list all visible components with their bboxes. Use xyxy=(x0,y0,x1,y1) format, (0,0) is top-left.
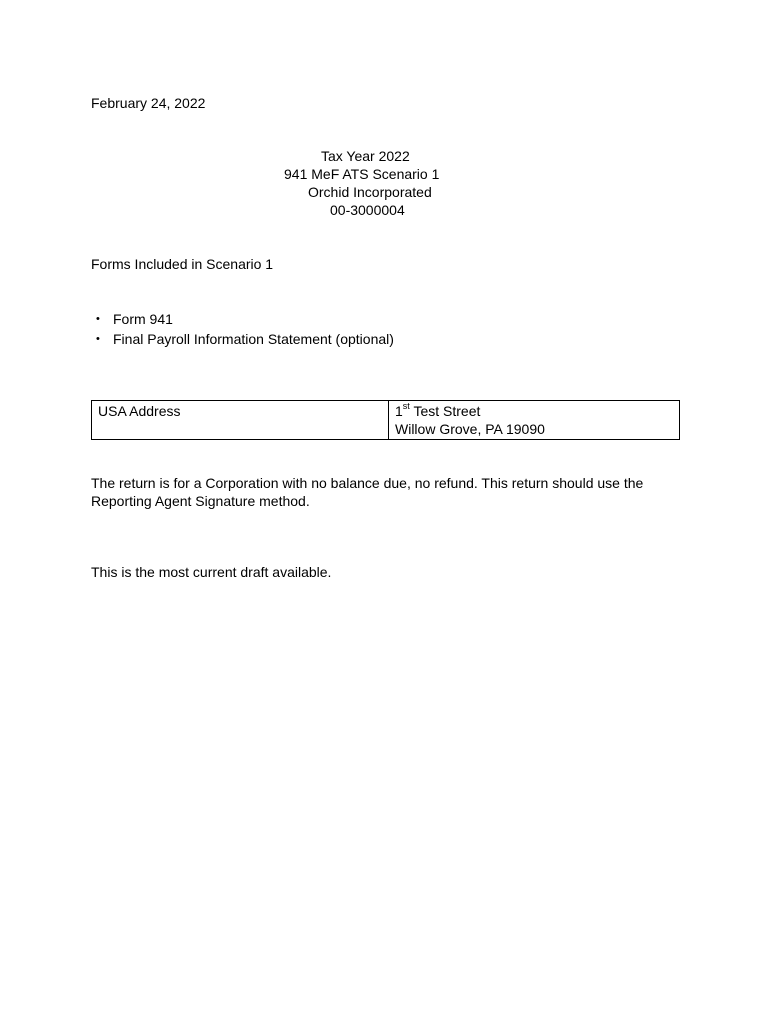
city-line: Willow Grove, PA 19090 xyxy=(395,421,545,437)
tax-year: Tax Year 2022 xyxy=(321,148,410,164)
table-row xyxy=(92,401,680,440)
forms-list xyxy=(91,309,394,349)
scenario-title: 941 MeF ATS Scenario 1 xyxy=(284,166,440,182)
draft-note: This is the most current draft available. xyxy=(91,564,332,580)
form-name: Final Payroll Information Statement (optional) xyxy=(113,331,394,347)
scenario-header xyxy=(0,147,770,219)
forms-heading: Forms Included in Scenario 1 xyxy=(91,256,274,272)
document-date: February 24, 2022 xyxy=(91,95,206,111)
address-value xyxy=(389,401,680,440)
address-label: USA Address xyxy=(92,401,389,440)
street-number: 1 xyxy=(395,403,403,419)
list-item xyxy=(91,329,394,349)
company-ein: 00-3000004 xyxy=(330,202,405,218)
street-name: Test Street xyxy=(409,403,481,419)
bullet-icon: • xyxy=(96,333,100,345)
address-table xyxy=(91,400,680,440)
street-line xyxy=(395,402,673,420)
form-name: Form 941 xyxy=(113,311,173,327)
street-ordinal-suffix: st xyxy=(402,401,410,412)
bullet-icon: • xyxy=(96,313,100,325)
company-name: Orchid Incorporated xyxy=(308,184,432,200)
list-item xyxy=(91,309,394,329)
return-description: The return is for a Corporation with no balance due, no refund. This return should use the Reporting Agent Signature method. xyxy=(91,475,644,509)
